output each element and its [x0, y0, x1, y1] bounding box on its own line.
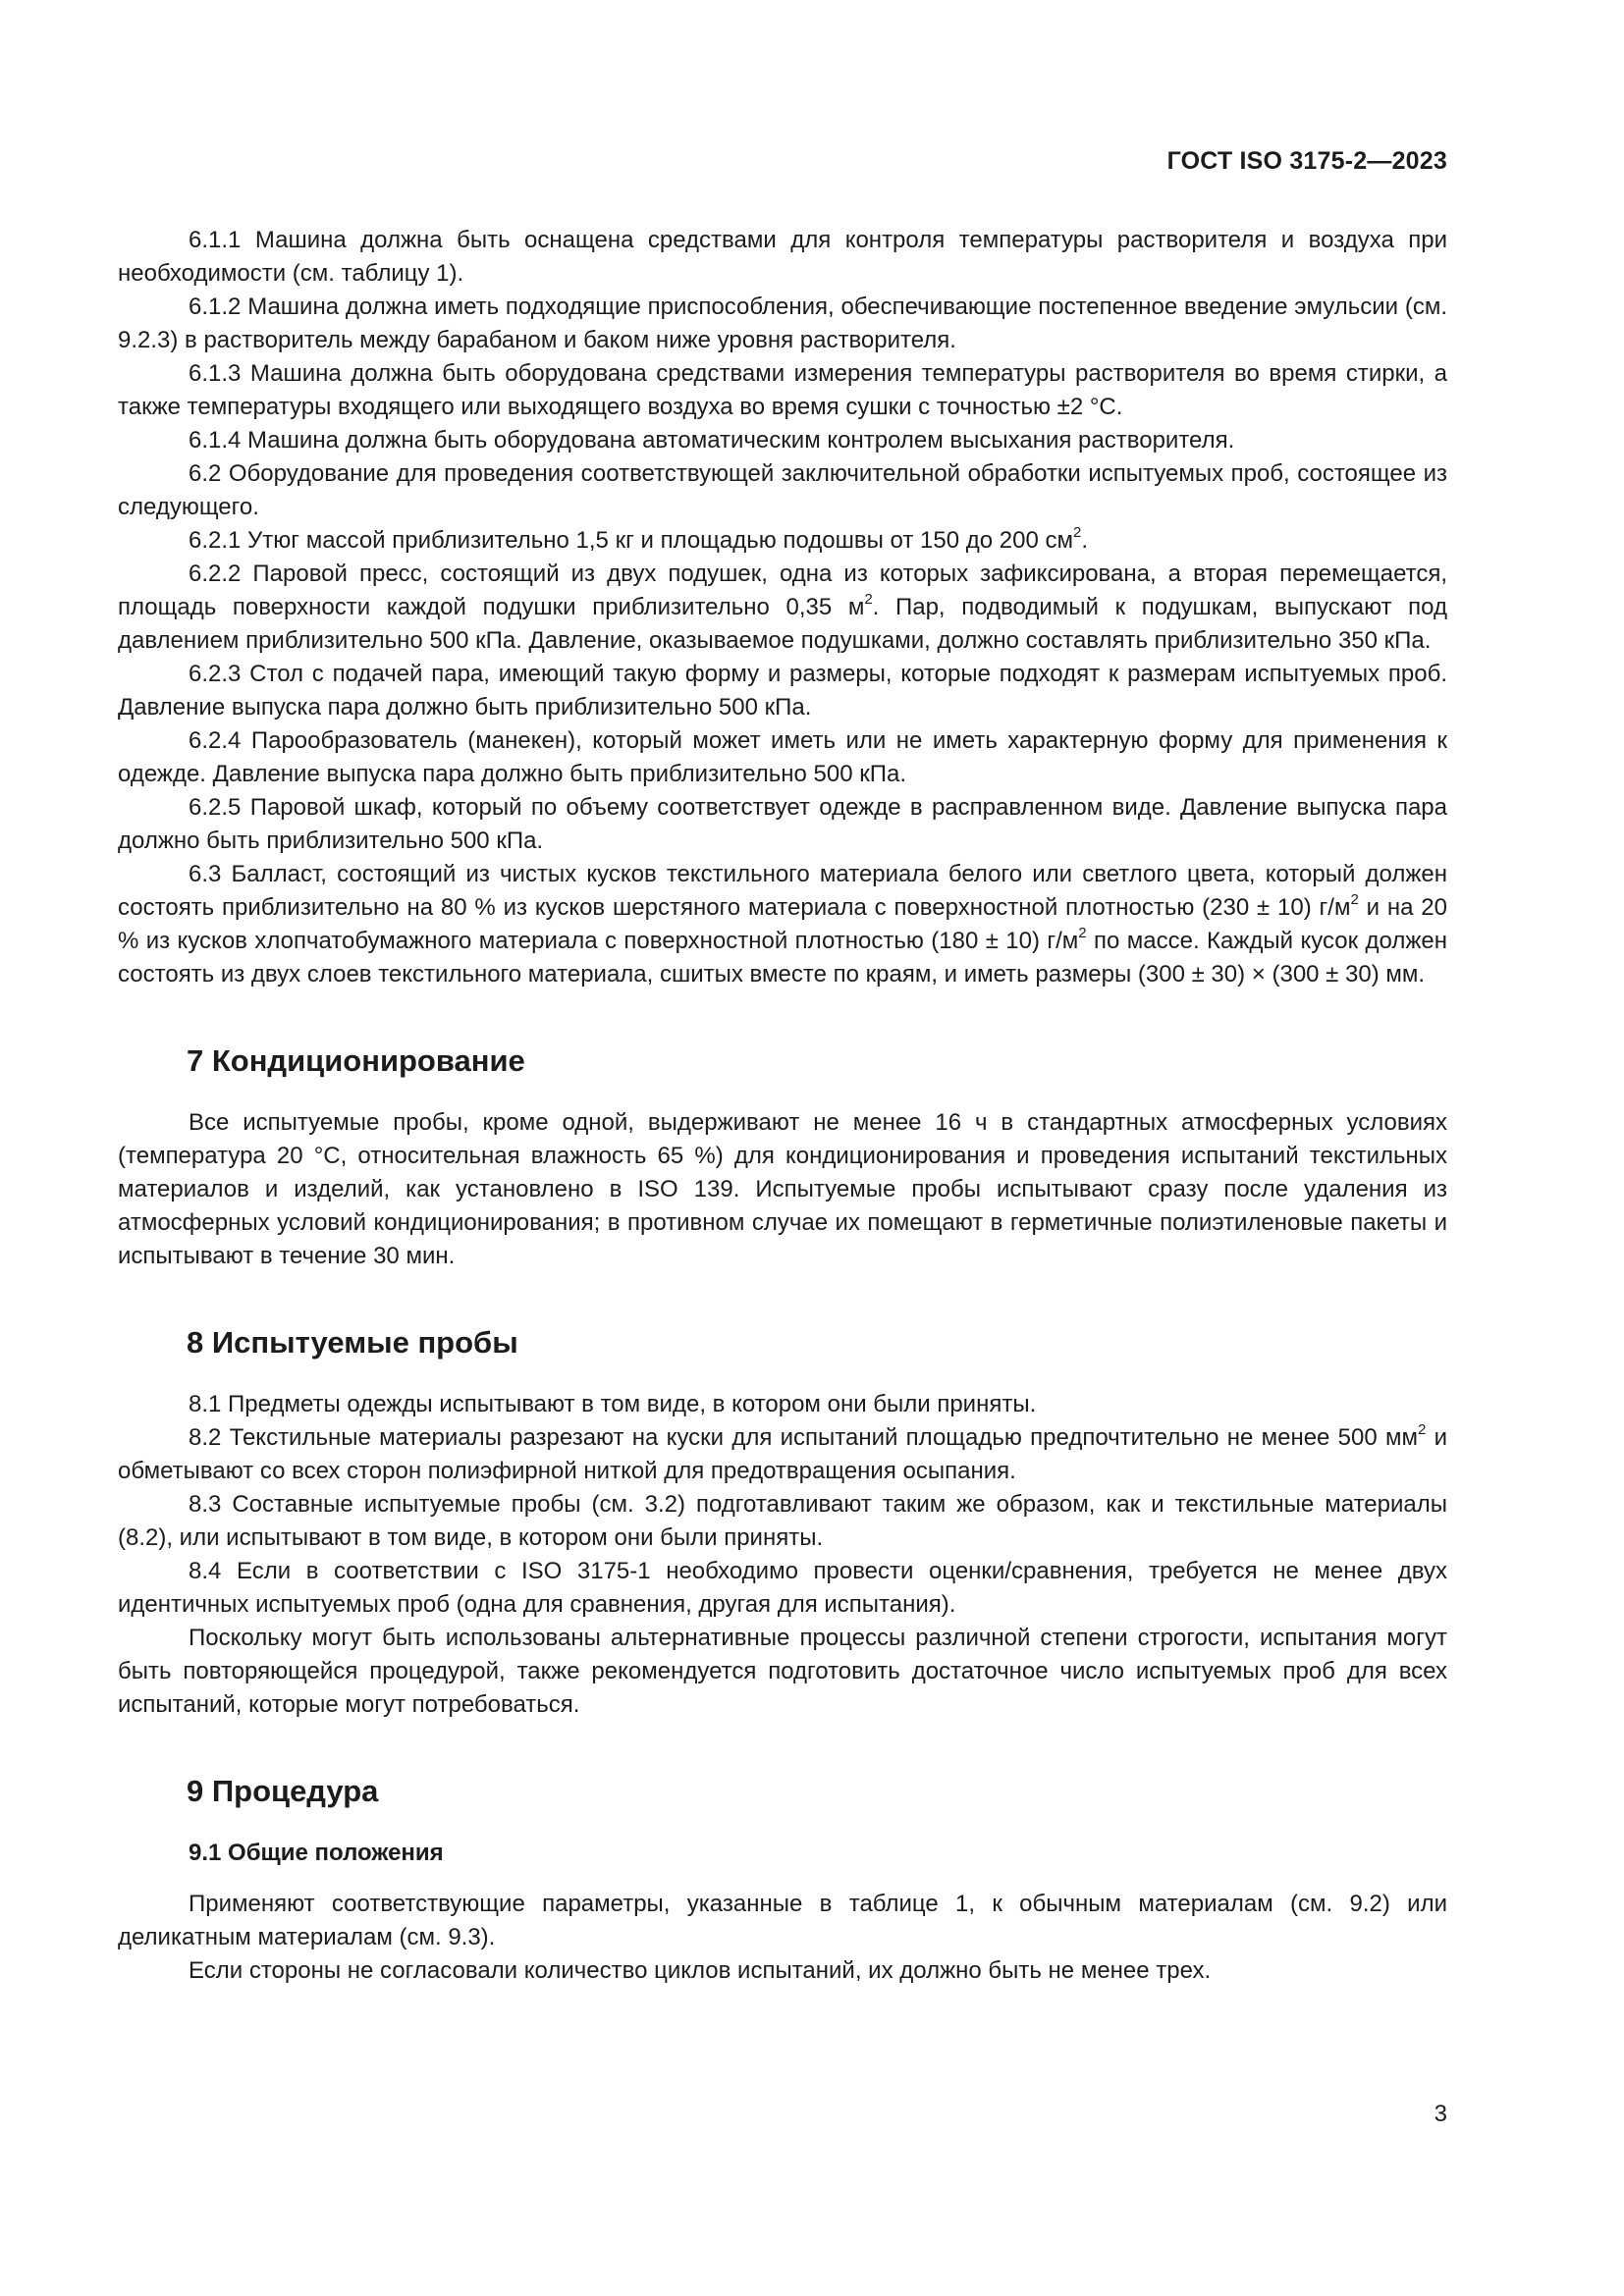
paragraph-6-2-2 [118, 558, 1447, 658]
section-heading-8: 8 Испытуемые пробы [187, 1325, 518, 1360]
text-segment: и на 20 % из кусков хлопчатобумажного материала с поверхностной плотностью (180 ± 10) г/м [118, 894, 1447, 954]
paragraph-6-1-1: 6.1.1 Машина должна быть оснащена средствами для контроля температуры растворителя и воздуха при необходимости (см. таблицу 1). [118, 227, 1447, 287]
text-segment: 6.2.2 Паровой пресс, состоящий из двух подушек, одна из которых зафиксирована, а вторая перемещается, площадь поверхности каждой подушки приблизительно 0,35 м [118, 561, 1447, 620]
superscript: 2 [1350, 891, 1359, 908]
text-segment: по массе. Каждый кусок должен состоять из двух слоев текстильного материала, сшитых вместе по краям, и иметь размеры (300 ± 30) × (300 ± 30) мм. [118, 928, 1447, 988]
superscript: 2 [1417, 1421, 1427, 1438]
paragraph-6-2-1: 6.2.1 Утюг массой приблизительно 1,5 кг и площадью подошвы от 150 до 200 $см^2$. [189, 524, 1088, 554]
paragraph-6-1-4: 6.1.4 Машина должна быть оборудована автоматическим контролем высыхания растворителя. [189, 427, 1235, 454]
paragraph-6-2-3: 6.2.3 Стол с подачей пара, имеющий такую форму и размеры, которые подходят к размерам испытуемых проб. Давление выпуска пара должно быть приблизительно 500 кПа. [118, 661, 1447, 721]
paragraph-9-1-b: Если стороны не согласовали количество циклов испытаний, их должно быть не менее трех. [189, 1957, 1212, 1984]
text-segment: 6.3 Балласт, состоящий из чистых кусков текстильного материала белого или светлого цвета, который должен состоять приблизительно на 80 % из кусков шерстяного материала с поверхностной плотностью (230 ± 10) г/м [118, 861, 1447, 921]
paragraph-6-1-3: 6.1.3 Машина должна быть оборудована средствами измерения температуры растворителя во время стирки, а также температуры входящего или выходящего воздуха во время сушки с точностью ±2 °C. [118, 360, 1447, 420]
superscript: 2 [1078, 925, 1087, 941]
paragraph-6-2: 6.2 Оборудование для проведения соответствующей заключительной обработки испытуемых проб, состоящее из следующего. [118, 460, 1447, 520]
paragraph-6-2-4: 6.2.4 Парообразователь (манекен), который может иметь или не иметь характерную форму для применения к одежде. Давление выпуска пара должно быть приблизительно 500 кПа. [118, 727, 1447, 787]
document-body [118, 224, 1447, 1988]
text-segment: 8.2 Текстильные материалы разрезают на куски для испытаний площадью предпочтительно не менее 500 мм [189, 1424, 1418, 1451]
paragraph-8-4: 8.4 Если в соответствии с ISO 3175-1 необходимо провести оценки/сравнения, требуется не менее двух идентичных испытуемых проб (одна для сравнения, другая для испытания). [118, 1558, 1447, 1618]
paragraph-9-1-a: Применяют соответствующие параметры, указанные в таблице 1, к обычным материалам (см. 9.2) или деликатным материалам (см. 9.3). [118, 1891, 1447, 1950]
text-segment: 6.2.1 Утюг массой приблизительно 1,5 кг и площадью подошвы от 150 до 200 см [189, 527, 1073, 554]
section-heading-9: 9 Процедура [187, 1774, 379, 1808]
paragraph-6-1-2: 6.1.2 Машина должна иметь подходящие приспособления, обеспечивающие постепенное введение эмульсии (см. 9.2.3) в растворитель между барабаном и баком ниже уровня растворителя. [118, 294, 1447, 353]
page-number: 3 [1434, 2101, 1447, 2127]
paragraph-6-3 [118, 858, 1447, 991]
text-segment: . Пар, подводимый к подушкам, выпускают под давлением приблизительно 500 кПа. Давление, оказываемое подушками, должно составлять приблизительно 350 кПа. [118, 594, 1447, 654]
paragraph-8-2 [118, 1421, 1447, 1488]
paragraph-8-1: 8.1 Предметы одежды испытывают в том виде, в котором они были приняты. [189, 1391, 1037, 1417]
paragraph-8-5: Поскольку могут быть использованы альтернативные процессы различной степени строгости, испытания могут быть повторяющейся процедурой, также рекомендуется подготовить достаточное число испытуемых проб для всех испытаний, которые могут потребоваться. [118, 1625, 1447, 1718]
superscript: 2 [864, 591, 873, 608]
section-heading-7: 7 Кондиционирование [187, 1043, 525, 1078]
paragraph-6-2-5: 6.2.5 Паровой шкаф, который по объему соответствует одежде в расправленном виде. Давление выпуска пара должно быть приблизительно 500 кПа. [118, 794, 1447, 854]
text-segment: и обметывают со всех сторон полиэфирной ниткой для предотвращения осыпания. [118, 1424, 1448, 1484]
document-header: ГОСТ ISO 3175-2—2023 [1166, 147, 1447, 175]
paragraph-8-3: 8.3 Составные испытуемые пробы (см. 3.2) подготавливают таким же образом, как и текстильные материалы (8.2), или испытывают в том виде, в котором они были приняты. [118, 1491, 1447, 1551]
superscript: 2 [1072, 524, 1082, 541]
paragraph-7: Все испытуемые пробы, кроме одной, выдерживают не менее 16 ч в стандартных атмосферных условиях (температура 20 °C, относительная влажность 65 %) для кондиционирования и проведения испытаний текстильных материалов и изделий, как установлено в ISO 139. Испытуемые пробы испытывают сразу после удаления из атмосферных условий кондиционирования; в противном случае их помещают в герметичные полиэтиленовые пакеты и испытывают в течение 30 мин. [118, 1109, 1447, 1269]
subsection-heading-9-1: 9.1 Общие положения [189, 1840, 444, 1866]
